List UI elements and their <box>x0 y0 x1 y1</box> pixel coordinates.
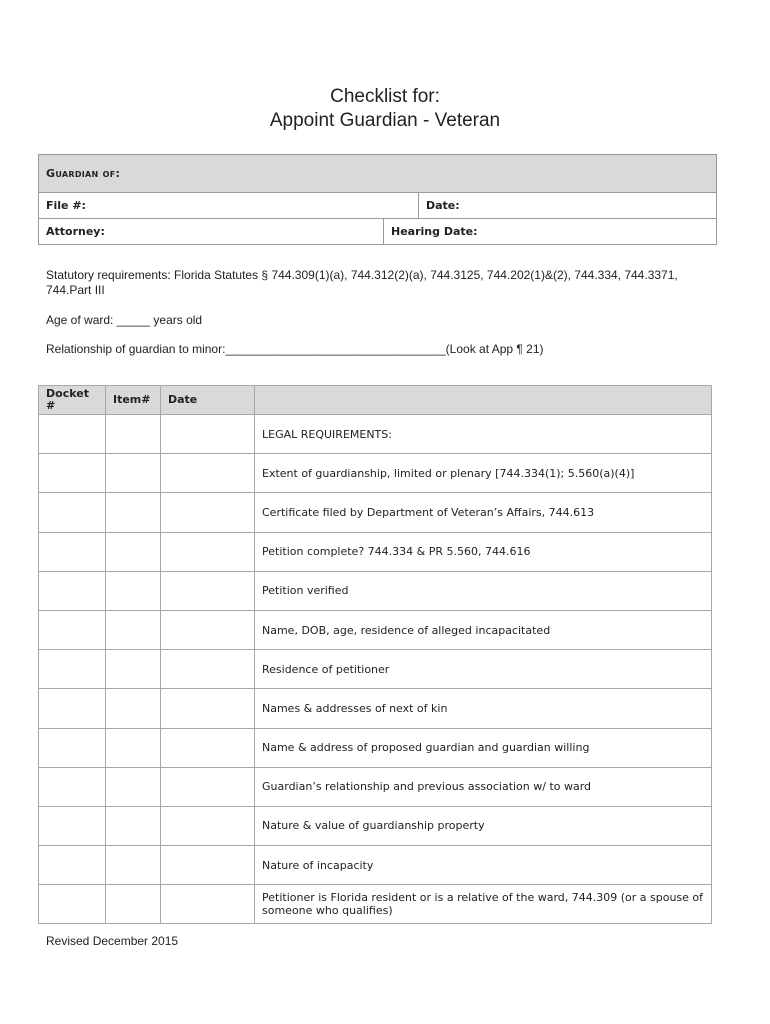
hearing-date-field[interactable]: Hearing Date: <box>383 219 716 244</box>
date-cell[interactable] <box>161 650 255 689</box>
date-cell[interactable] <box>161 454 255 493</box>
item-cell[interactable] <box>106 885 161 924</box>
date-cell[interactable] <box>161 415 255 454</box>
title-line-2: Appoint Guardian - Veteran <box>269 110 501 131</box>
requirement-description: Petition verified <box>255 571 712 610</box>
table-row <box>39 806 712 845</box>
table-row <box>39 532 712 571</box>
table-row <box>39 767 712 806</box>
attorney-field[interactable]: Attorney: <box>46 225 105 238</box>
description-column-header <box>255 386 712 415</box>
title-line-1: Checklist for: <box>330 86 440 107</box>
docket-cell[interactable] <box>39 728 106 767</box>
table-row <box>39 728 712 767</box>
attorney-hearing-row <box>39 218 716 244</box>
item-cell[interactable] <box>106 767 161 806</box>
statutory-requirements: Statutory requirements: Florida Statutes § 744.309(1)(a), 744.312(2)(a), 744.3125, 744.202(1)&(2), 744.334, 744.3371, 744.Part III <box>46 268 678 297</box>
file-date-row <box>39 192 716 218</box>
table-row <box>39 650 712 689</box>
page-title <box>0 85 770 133</box>
requirement-description: Name & address of proposed guardian and guardian willing <box>255 728 712 767</box>
item-cell[interactable] <box>106 650 161 689</box>
requirement-description: Petitioner is Florida resident or is a relative of the ward, 744.309 (or a spouse of someone who qualifies) <box>255 885 712 924</box>
date-cell[interactable] <box>161 885 255 924</box>
requirement-description: Names & addresses of next of kin <box>255 689 712 728</box>
docket-cell[interactable] <box>39 767 106 806</box>
item-cell[interactable] <box>106 493 161 532</box>
table-header-row <box>39 386 712 415</box>
date-cell[interactable] <box>161 767 255 806</box>
date-cell[interactable] <box>161 689 255 728</box>
item-cell[interactable] <box>106 806 161 845</box>
item-cell[interactable] <box>106 689 161 728</box>
date-column-header: Date <box>161 386 255 415</box>
item-cell[interactable] <box>106 846 161 885</box>
docket-cell[interactable] <box>39 650 106 689</box>
requirement-description: Petition complete? 744.334 & PR 5.560, 744.616 <box>255 532 712 571</box>
date-field[interactable]: Date: <box>418 193 716 218</box>
item-cell[interactable] <box>106 571 161 610</box>
requirement-description: Extent of guardianship, limited or plenary [744.334(1); 5.560(a)(4)] <box>255 454 712 493</box>
date-cell[interactable] <box>161 493 255 532</box>
table-row <box>39 885 712 924</box>
requirement-description: LEGAL REQUIREMENTS: <box>255 415 712 454</box>
guardian-of-field[interactable]: Guardian of: <box>46 167 121 180</box>
requirement-description: Nature & value of guardianship property <box>255 806 712 845</box>
item-cell[interactable] <box>106 532 161 571</box>
checklist-table <box>38 385 712 924</box>
requirement-description: Nature of incapacity <box>255 846 712 885</box>
table-row <box>39 571 712 610</box>
relationship-of-guardian: Relationship of guardian to minor:_________________________________(Look at App ¶ 21) <box>46 342 544 356</box>
date-cell[interactable] <box>161 846 255 885</box>
table-row <box>39 846 712 885</box>
docket-cell[interactable] <box>39 571 106 610</box>
revision-note: Revised December 2015 <box>46 934 179 948</box>
item-cell[interactable] <box>106 610 161 649</box>
table-row <box>39 493 712 532</box>
requirement-description: Guardian’s relationship and previous association w/ to ward <box>255 767 712 806</box>
docket-cell[interactable] <box>39 454 106 493</box>
date-cell[interactable] <box>161 571 255 610</box>
docket-cell[interactable] <box>39 885 106 924</box>
date-cell[interactable] <box>161 806 255 845</box>
requirement-description: Name, DOB, age, residence of alleged incapacitated <box>255 610 712 649</box>
docket-column-header: Docket # <box>39 386 106 415</box>
table-row <box>39 454 712 493</box>
docket-cell[interactable] <box>39 846 106 885</box>
file-number-field[interactable]: File #: <box>46 199 86 212</box>
date-cell[interactable] <box>161 532 255 571</box>
item-cell[interactable] <box>106 454 161 493</box>
docket-cell[interactable] <box>39 493 106 532</box>
date-cell[interactable] <box>161 728 255 767</box>
item-cell[interactable] <box>106 415 161 454</box>
docket-cell[interactable] <box>39 689 106 728</box>
age-of-ward: Age of ward: _____ years old <box>46 313 203 327</box>
docket-cell[interactable] <box>39 415 106 454</box>
table-row <box>39 610 712 649</box>
item-cell[interactable] <box>106 728 161 767</box>
table-row <box>39 415 712 454</box>
docket-cell[interactable] <box>39 806 106 845</box>
docket-cell[interactable] <box>39 532 106 571</box>
item-column-header: Item# <box>106 386 161 415</box>
case-header-box <box>38 154 717 245</box>
requirement-description: Certificate filed by Department of Veteran’s Affairs, 744.613 <box>255 493 712 532</box>
date-cell[interactable] <box>161 610 255 649</box>
docket-cell[interactable] <box>39 610 106 649</box>
guardian-of-row <box>39 155 716 192</box>
table-row <box>39 689 712 728</box>
requirement-description: Residence of petitioner <box>255 650 712 689</box>
